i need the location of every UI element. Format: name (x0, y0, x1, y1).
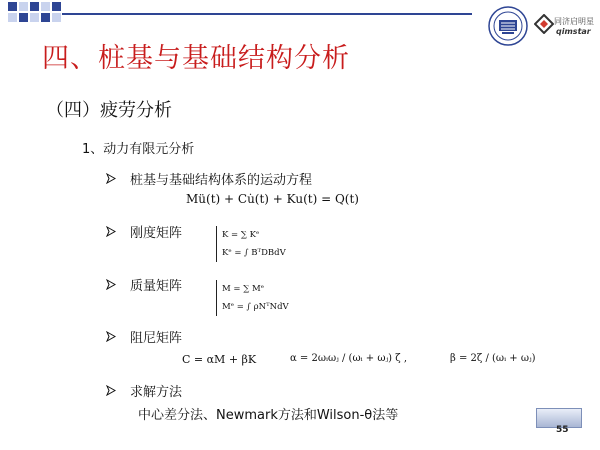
arrow-bullet-icon (106, 279, 116, 290)
company-logo (534, 14, 598, 48)
page-number: 55 (556, 425, 569, 435)
mass-equations (216, 280, 289, 316)
bullet-damping (106, 327, 182, 346)
alpha-equation: α = 2ωᵢωⱼ / (ωᵢ + ωⱼ) ζ , (290, 353, 407, 364)
bullet-mass (106, 275, 182, 294)
arrow-bullet-icon (106, 226, 116, 237)
stiffness-eq-2: Kᵉ = ∫ BᵀDBdV (222, 248, 286, 258)
stiffness-eq-1: K = ∑ Kᵉ (222, 230, 260, 240)
company-logo-en: qimstar (556, 27, 591, 36)
arrow-bullet-icon (106, 173, 116, 184)
checker-decoration (8, 2, 61, 22)
arrow-bullet-icon (106, 331, 116, 342)
bullet-solution (106, 381, 182, 400)
beta-equation: β = 2ζ / (ωᵢ + ωⱼ) (450, 353, 536, 364)
damping-equation: C = αM + βK (182, 353, 257, 366)
bullet-motion-equation (106, 169, 312, 188)
footer-badge (530, 408, 585, 440)
solution-methods: 中心差分法、Newmark方法和Wilson-θ法等 (138, 408, 399, 423)
section-subtitle: （四）疲劳分析 (46, 100, 172, 121)
bullet-label: 质量矩阵 (130, 279, 183, 294)
diamond-logo-icon (534, 14, 554, 34)
mass-eq-1: M = ∑ Mᵉ (222, 284, 264, 294)
bullet-label: 求解方法 (130, 385, 183, 400)
item-heading: 1、动力有限元分析 (82, 142, 195, 157)
bullet-label: 桩基与基础结构体系的运动方程 (130, 173, 313, 188)
company-logo-cn: 同济启明星 (554, 17, 594, 26)
bullet-label: 阻尼矩阵 (130, 331, 183, 346)
bullet-stiffness (106, 222, 182, 241)
bullet-label: 刚度矩阵 (130, 226, 183, 241)
mass-eq-2: Mᵉ = ∫ ρNᵀNdV (222, 302, 289, 312)
university-seal-icon (488, 6, 528, 46)
page-title: 四、桩基与基础结构分析 (42, 43, 350, 74)
stiffness-equations (216, 226, 286, 262)
arrow-bullet-icon (106, 385, 116, 396)
motion-equation: Mü(t) + Cu̇(t) + Ku(t) = Q(t) (186, 192, 359, 206)
header-rule (62, 13, 472, 15)
